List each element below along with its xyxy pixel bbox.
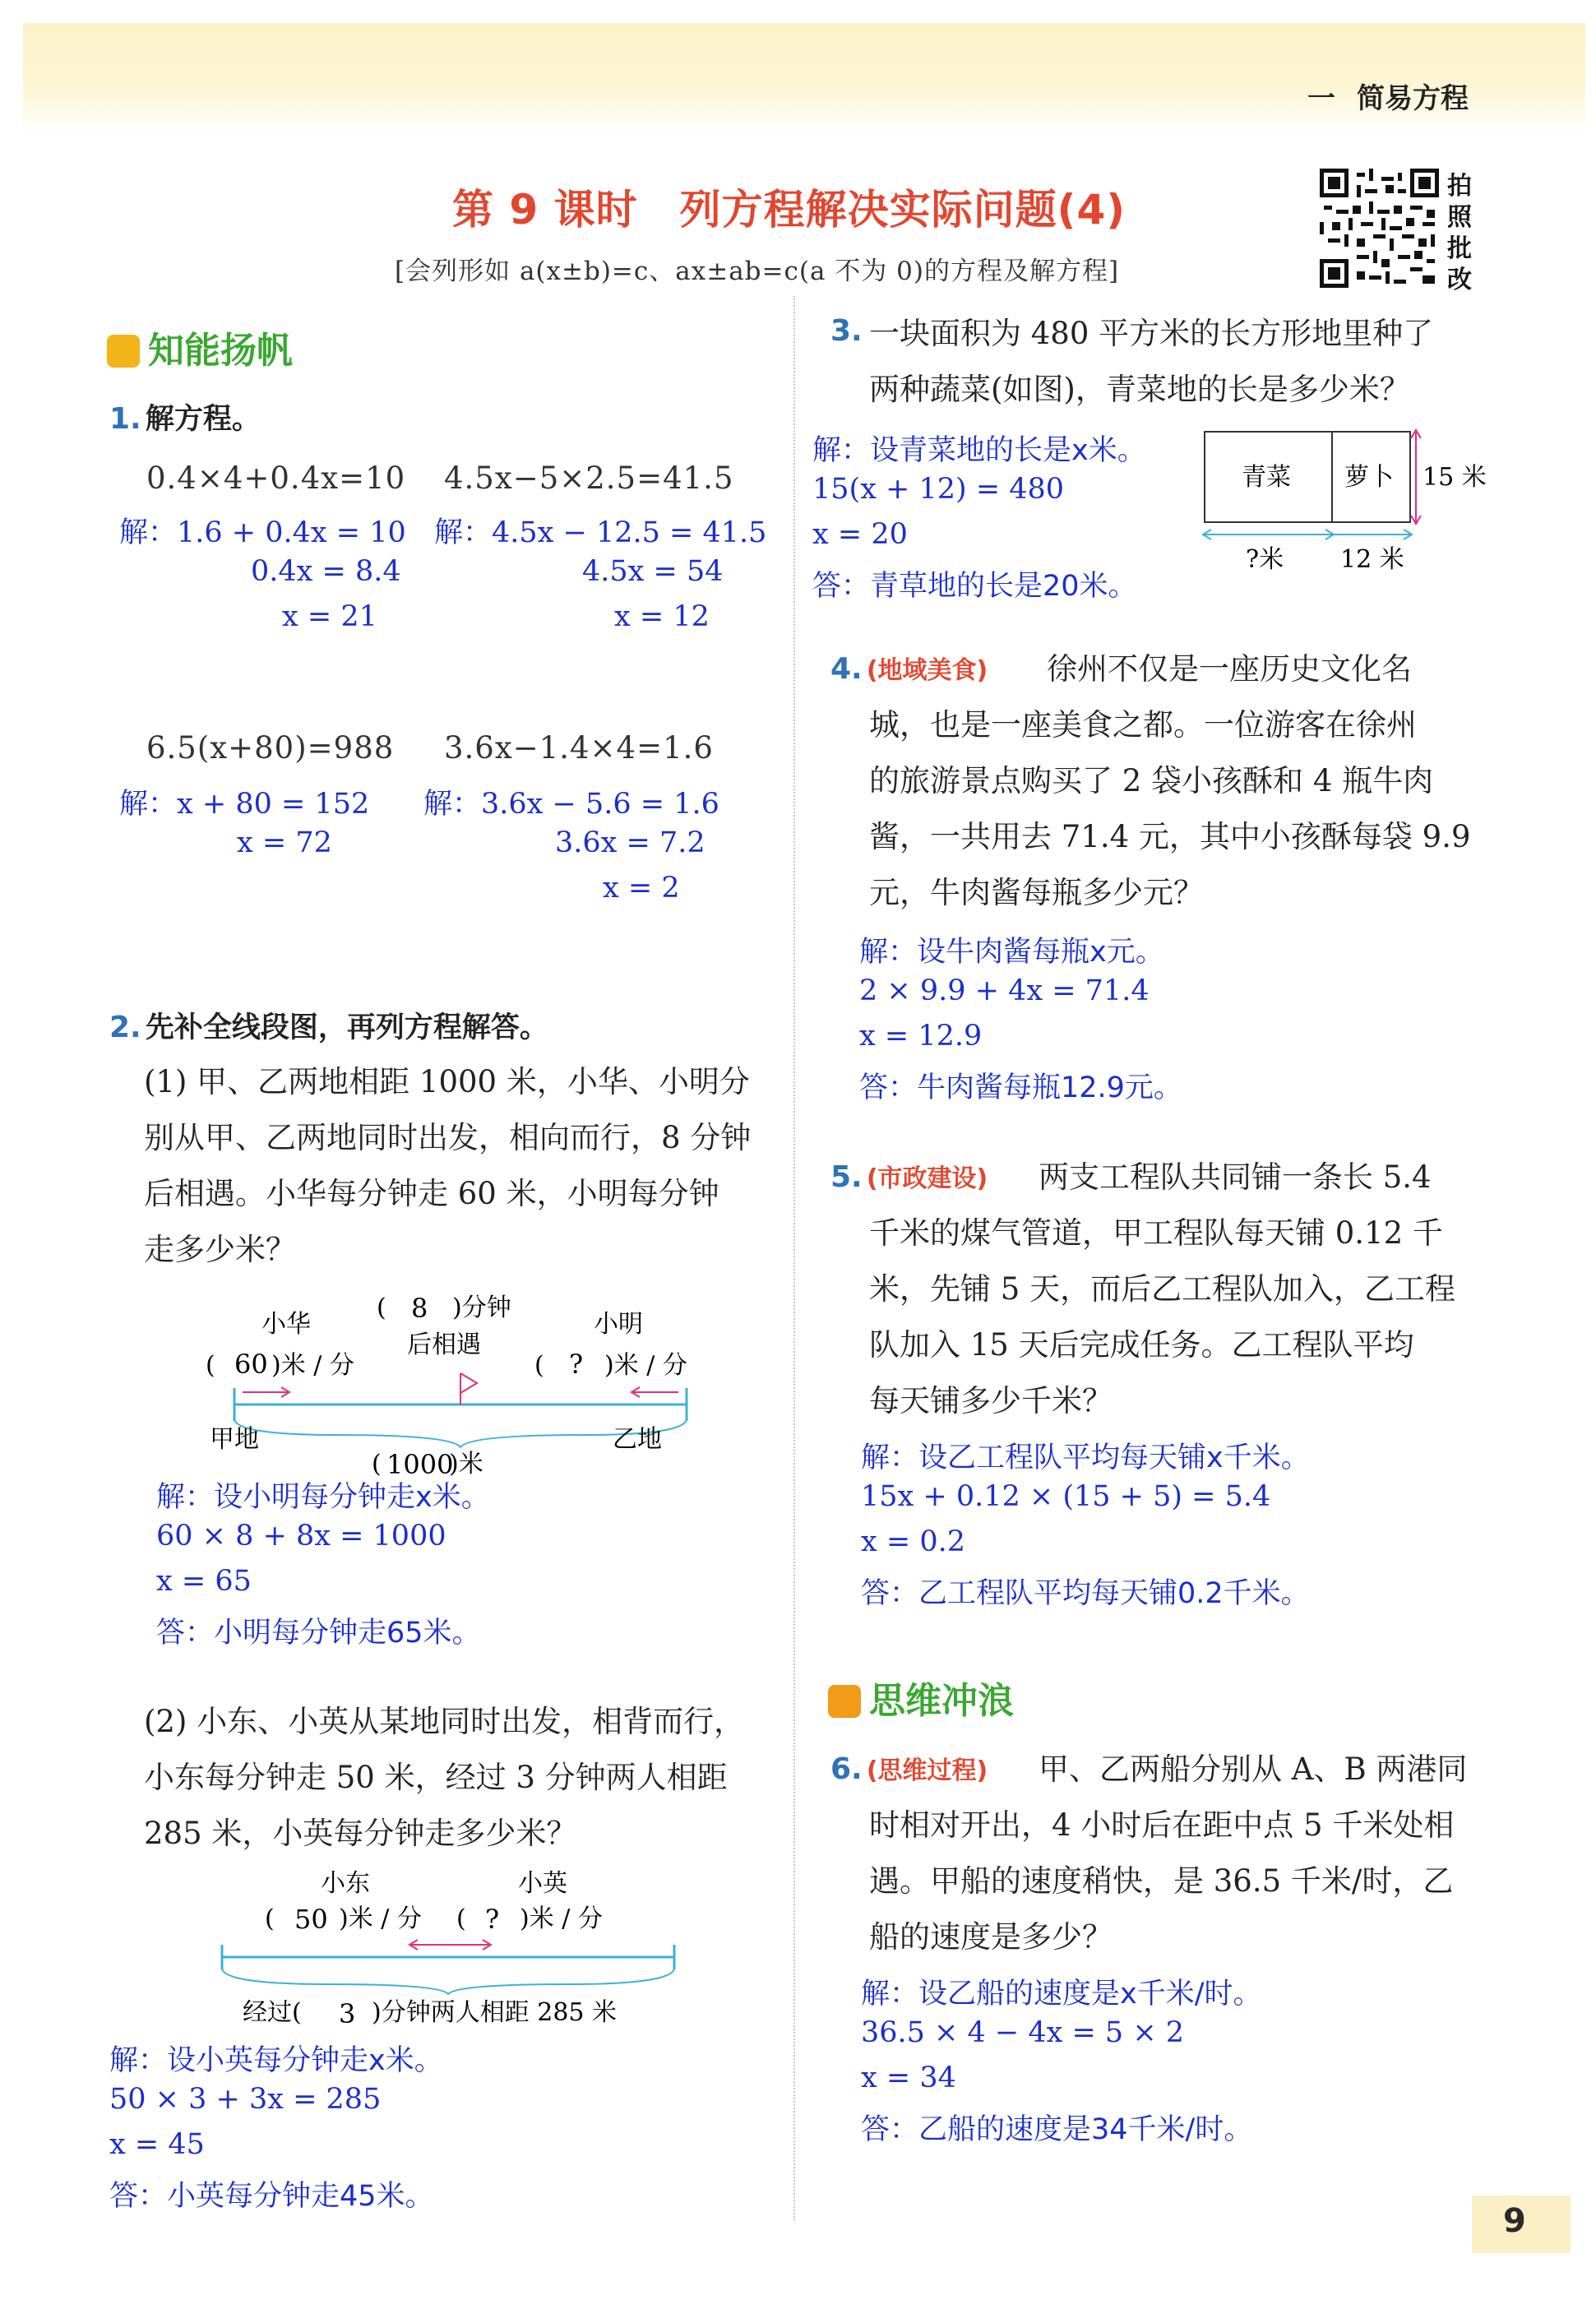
q6-line: 船的速度是多少？ bbox=[869, 1919, 1113, 1955]
q2-header bbox=[109, 1005, 548, 1046]
q2-title: 先补全线段图，再列方程解答。 bbox=[145, 1011, 548, 1044]
q1a-ans-2: 0.4x = 8.4 bbox=[251, 555, 401, 588]
q3-num: 3. bbox=[830, 314, 863, 348]
time-close: )分钟 bbox=[452, 1293, 511, 1322]
q5-ans-3: x = 0.2 bbox=[861, 1525, 965, 1558]
q2p2-ans-1: 解：设小英每分钟走x米。 bbox=[109, 2044, 443, 2077]
q4-line: 酱，一共用去 71.4 元，其中小孩酥每袋 9.9 bbox=[869, 819, 1471, 854]
q1-number: 1. bbox=[109, 402, 141, 436]
q2p1-line: 后相遇。小华每分钟走 60 米，小明每分钟 bbox=[144, 1176, 719, 1211]
time-value: 8 bbox=[411, 1293, 428, 1324]
q1d-ans-3: x = 2 bbox=[603, 872, 680, 905]
s1-value: 50 bbox=[294, 1904, 328, 1935]
q3-text bbox=[869, 306, 1433, 418]
q2p1-text bbox=[144, 1054, 751, 1278]
q4-ans-4: 答：牛肉酱每瓶12.9元。 bbox=[859, 1071, 1182, 1104]
scan-correct-label bbox=[1447, 171, 1475, 296]
q4-line: 元，牛肉酱每瓶多少元？ bbox=[869, 875, 1204, 910]
xiaodong-label: 小东 bbox=[321, 1869, 370, 1898]
q1c-ans-1: 解：x + 80 = 152 bbox=[119, 788, 370, 821]
q2p1-ans-4: 答：小明每分钟走65米。 bbox=[156, 1617, 481, 1650]
q6-line: 时相对开出，4 小时后在距中点 5 千米处相 bbox=[869, 1807, 1455, 1843]
speed2-open: ( bbox=[534, 1351, 544, 1380]
q1d-equation: 3.6x−1.4×4=1.6 bbox=[444, 730, 714, 766]
s2-value: ? bbox=[485, 1904, 500, 1935]
q4-text bbox=[869, 697, 1471, 921]
s1-close: )米 / 分 bbox=[339, 1904, 422, 1933]
page-number: 9 bbox=[1503, 2202, 1526, 2240]
q5-line: 米，先铺 5 天，而后乙工程队加入，乙工程 bbox=[869, 1271, 1456, 1307]
q1c-equation: 6.5(x+80)=988 bbox=[146, 730, 395, 766]
q2p2-ans-3: x = 45 bbox=[109, 2128, 205, 2161]
q1b-equation: 4.5x−5×2.5=41.5 bbox=[444, 460, 734, 496]
q6-line: 遇。甲船的速度稍快，是 36.5 千米/时，乙 bbox=[869, 1863, 1454, 1899]
section-heading-2 bbox=[828, 1671, 1014, 1724]
meet-label: 后相遇 bbox=[407, 1330, 481, 1359]
section-icon bbox=[107, 335, 140, 368]
lesson-title: 第 9 课时 列方程解决实际问题(4) bbox=[452, 186, 1126, 234]
q6-ans-2: 36.5 × 4 − 4x = 5 × 2 bbox=[861, 2016, 1185, 2049]
page-number-box bbox=[1472, 2196, 1571, 2253]
q3-ans-1: 解：设青菜地的长是x米。 bbox=[812, 434, 1146, 467]
q3-ans-4: 答：青草地的长是20米。 bbox=[812, 570, 1137, 603]
q1c-ans-2: x = 72 bbox=[237, 826, 332, 859]
q5-tag: (市政建设) bbox=[866, 1164, 988, 1193]
distance-brace bbox=[222, 1968, 674, 1994]
q6-tag: (思维过程) bbox=[866, 1756, 988, 1785]
q6-ans-1: 解：设乙船的速度是x千米/时。 bbox=[861, 1978, 1262, 2011]
q5-line: 千米的煤气管道，甲工程队每天铺 0.12 千 bbox=[869, 1215, 1443, 1251]
qr-code-icon[interactable] bbox=[1320, 169, 1439, 288]
height-label: 15 米 bbox=[1423, 463, 1487, 492]
q4-num: 4. bbox=[830, 652, 863, 686]
q2p2-ans-4: 答：小英每分钟走45米。 bbox=[109, 2180, 434, 2213]
q1a-ans-3: x = 21 bbox=[282, 600, 377, 633]
q3-line: 两种蔬菜(如图)，青菜地的长是多少米？ bbox=[869, 372, 1410, 407]
q6-num: 6. bbox=[830, 1752, 863, 1786]
meet-flag-icon bbox=[460, 1373, 477, 1393]
q1b-ans-2: 4.5x = 54 bbox=[582, 555, 724, 588]
q1b-ans-3: x = 12 bbox=[614, 600, 710, 633]
q3-line: 一块面积为 480 平方米的长方形地里种了 bbox=[869, 316, 1434, 351]
q1d-ans-1: 解：3.6x − 5.6 = 1.6 bbox=[423, 788, 719, 821]
column-divider bbox=[793, 296, 795, 2220]
q1-title: 解方程。 bbox=[145, 403, 261, 436]
dist-close: )米 bbox=[449, 1450, 483, 1479]
time-open: ( bbox=[377, 1293, 386, 1322]
q6-text bbox=[869, 1798, 1454, 1965]
bottom-post: )分钟两人相距 285 米 bbox=[372, 1998, 618, 2027]
qingcai-label: 青菜 bbox=[1242, 463, 1291, 492]
dist-value: 1000 bbox=[386, 1449, 454, 1480]
q1a-equation: 0.4×4+0.4x=10 bbox=[146, 460, 406, 496]
xiaohua-label: 小华 bbox=[261, 1310, 311, 1339]
chapter-header bbox=[1307, 76, 1469, 116]
q1-header bbox=[109, 396, 261, 437]
q4-ans-3: x = 12.9 bbox=[859, 1020, 983, 1053]
q5-ans-2: 15x + 0.12 × (15 + 5) = 5.4 bbox=[861, 1480, 1271, 1513]
chapter-name: 简易方程 bbox=[1357, 82, 1469, 115]
q5-num: 5. bbox=[830, 1160, 863, 1194]
q2p1-ans-1: 解：设小明每分钟走x米。 bbox=[156, 1481, 490, 1514]
q2p1-line: 走多少米？ bbox=[144, 1232, 296, 1267]
q2p1-ans-2: 60 × 8 + 8x = 1000 bbox=[156, 1520, 446, 1553]
q1a-ans-1: 解：1.6 + 0.4x = 10 bbox=[119, 516, 406, 549]
q2p2-line: 285 米，小英每分钟走多少米？ bbox=[144, 1816, 577, 1851]
scan-char: 拍 bbox=[1447, 172, 1472, 201]
jia-label: 甲地 bbox=[210, 1425, 259, 1454]
scan-char: 改 bbox=[1447, 266, 1472, 294]
scan-char: 批 bbox=[1447, 234, 1472, 263]
q2p1-line: 别从甲、乙两地同时出发，相向而行，8 分钟 bbox=[144, 1120, 752, 1155]
q4-line: 城，也是一座美食之都。一位游客在徐州 bbox=[869, 707, 1417, 743]
section-title: 思维冲浪 bbox=[869, 1680, 1014, 1722]
lesson-subtitle: [会列形如 a(x±b)=c、ax±ab=c(a 不为 0)的方程及解方程] bbox=[395, 257, 1120, 286]
bottom-pre: 经过( bbox=[243, 1998, 302, 2027]
q5-line: 每天铺多少千米？ bbox=[869, 1383, 1113, 1418]
speed1-close: )米 / 分 bbox=[271, 1351, 354, 1380]
dist-open: ( bbox=[372, 1450, 382, 1479]
q5-line: 队加入 15 天后完成任务。乙工程队平均 bbox=[869, 1327, 1414, 1363]
speed1-open: ( bbox=[206, 1351, 215, 1380]
q2p2-text bbox=[144, 1694, 744, 1862]
q6-ans-4: 答：乙船的速度是34千米/时。 bbox=[861, 2113, 1253, 2146]
q2p2-line: (2) 小东、小英从某地同时出发，相背而行， bbox=[144, 1704, 745, 1739]
q5-ans-4: 答：乙工程队平均每天铺0.2千米。 bbox=[861, 1577, 1310, 1610]
s2-close: )米 / 分 bbox=[520, 1904, 603, 1933]
q5-text bbox=[869, 1206, 1455, 1429]
bottom-value: 3 bbox=[339, 1998, 356, 2027]
s1-open: ( bbox=[265, 1904, 275, 1933]
q6-ans-3: x = 34 bbox=[861, 2062, 956, 2094]
width1-label: ?米 bbox=[1246, 545, 1284, 574]
q4-ans-1: 解：设牛肉酱每瓶x元。 bbox=[859, 936, 1164, 969]
q2p2-line: 小东每分钟走 50 米，经过 3 分钟两人相距 bbox=[144, 1760, 728, 1795]
q1b-ans-1: 解：4.5x − 12.5 = 41.5 bbox=[434, 516, 767, 549]
q5-text-first: 两支工程队共同铺一条长 5.4 bbox=[1039, 1159, 1432, 1195]
yi-label: 乙地 bbox=[613, 1425, 662, 1454]
q3-field-diagram bbox=[1200, 423, 1497, 580]
q2p1-ans-3: x = 65 bbox=[156, 1565, 252, 1598]
width2-label: 12 米 bbox=[1340, 545, 1404, 574]
speed2-value: ? bbox=[569, 1349, 584, 1380]
q2p2-line-diagram bbox=[214, 1863, 691, 2027]
speed1-value: 60 bbox=[234, 1349, 268, 1380]
xiaoming-label: 小明 bbox=[594, 1310, 643, 1339]
q4-tag: (地域美食) bbox=[866, 656, 988, 685]
q3-ans-3: x = 20 bbox=[812, 518, 908, 551]
q6-number bbox=[830, 1750, 988, 1786]
q1d-ans-2: 3.6x = 7.2 bbox=[555, 826, 705, 859]
scan-char: 照 bbox=[1447, 203, 1472, 232]
chapter-dash: 一 bbox=[1307, 82, 1335, 115]
speed2-close: )米 / 分 bbox=[604, 1351, 687, 1380]
q2-number: 2. bbox=[109, 1011, 141, 1044]
section-heading-1 bbox=[107, 321, 293, 373]
q4-line: 的旅游景点购买了 2 袋小孩酥和 4 瓶牛肉 bbox=[869, 763, 1434, 798]
q2p2-ans-2: 50 × 3 + 3x = 285 bbox=[109, 2083, 382, 2116]
q6-text-first: 甲、乙两船分别从 A、B 两港同 bbox=[1039, 1752, 1468, 1787]
luobo-label: 萝卜 bbox=[1344, 463, 1394, 492]
q4-number bbox=[830, 650, 988, 686]
q2p1-line: (1) 甲、乙两地相距 1000 米，小华、小明分 bbox=[144, 1064, 750, 1099]
q3-number bbox=[830, 314, 863, 348]
s2-open: ( bbox=[456, 1904, 466, 1933]
q3-ans-2: 15(x + 12) = 480 bbox=[812, 473, 1065, 506]
section-icon bbox=[828, 1685, 861, 1718]
q2p1-line-diagram bbox=[189, 1283, 724, 1480]
xiaoying-label: 小英 bbox=[518, 1869, 567, 1898]
q4-ans-2: 2 × 9.9 + 4x = 71.4 bbox=[859, 974, 1150, 1007]
section-title: 知能扬帆 bbox=[148, 330, 293, 372]
q4-text-first: 徐州不仅是一座历史文化名 bbox=[1047, 651, 1412, 687]
q5-ans-1: 解：设乙工程队平均每天铺x千米。 bbox=[861, 1442, 1310, 1474]
q5-number bbox=[830, 1158, 988, 1194]
